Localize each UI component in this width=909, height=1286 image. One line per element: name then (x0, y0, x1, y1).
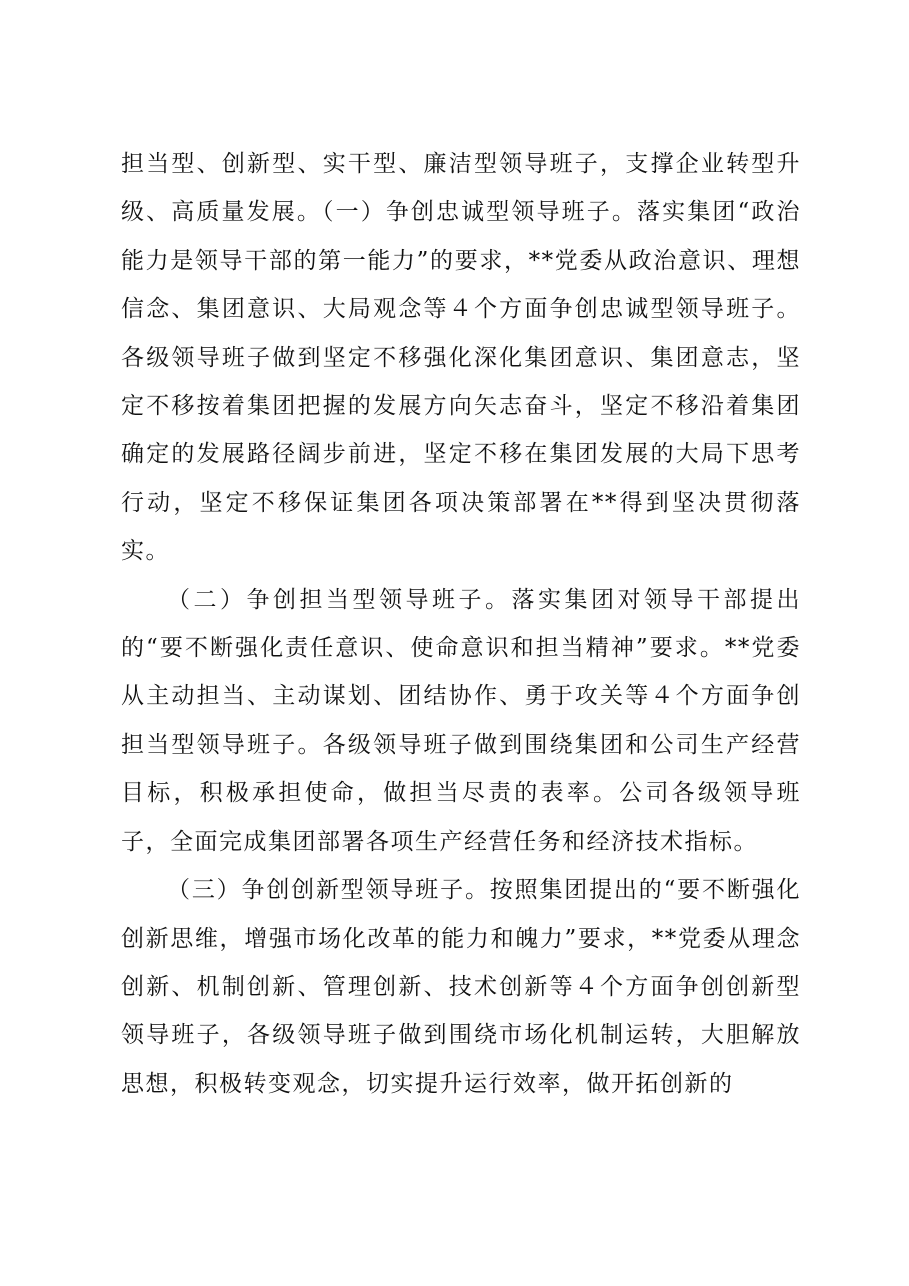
paragraph-section-2: （二）争创担当型领导班子。落实集团对领导干部提出的“要不断强化责任意识、使命意识和担当精神”要求。**党委从主动担当、主动谋划、团结协作、勇于攻关等４个方面争创担当型领导班子。各级领导班子做到围绕集团和公司生产经营目标，积极承担使命，做担当尽责的表率。公司各级领导班子，全面完成集团部署各项生产经营任务和经济技术指标。 (121, 586, 801, 855)
paragraph-section-3: （三）争创创新型领导班子。按照集团提出的“要不断强化创新思维，增强市场化改革的能力和魄力”要求，**党委从理念创新、机制创新、管理创新、技术创新等４个方面争创创新型领导班子，各级领导班子做到围绕市场化机制运转，大胆解放思想，积极转变观念，切实提升运行效率，做开拓创新的 (121, 877, 801, 1097)
paragraph-continuation: 担当型、创新型、实干型、廉洁型领导班子，支撑企业转型升级、高质量发展。（一）争创忠诚型领导班子。落实集团“政治能力是领导干部的第一能力”的要求，**党委从政治意识、理想信念、集团意识、大局观念等４个方面争创忠诚型领导班子。各级领导班子做到坚定不移强化深化集团意识、集团意志，坚定不移按着集团把握的发展方向矢志奋斗，坚定不移沿着集团确定的发展路径阔步前进，坚定不移在集团发展的大局下思考行动，坚定不移保证集团各项决策部署在**得到坚决贯彻落实。 (121, 151, 801, 565)
document-body (121, 140, 801, 1108)
